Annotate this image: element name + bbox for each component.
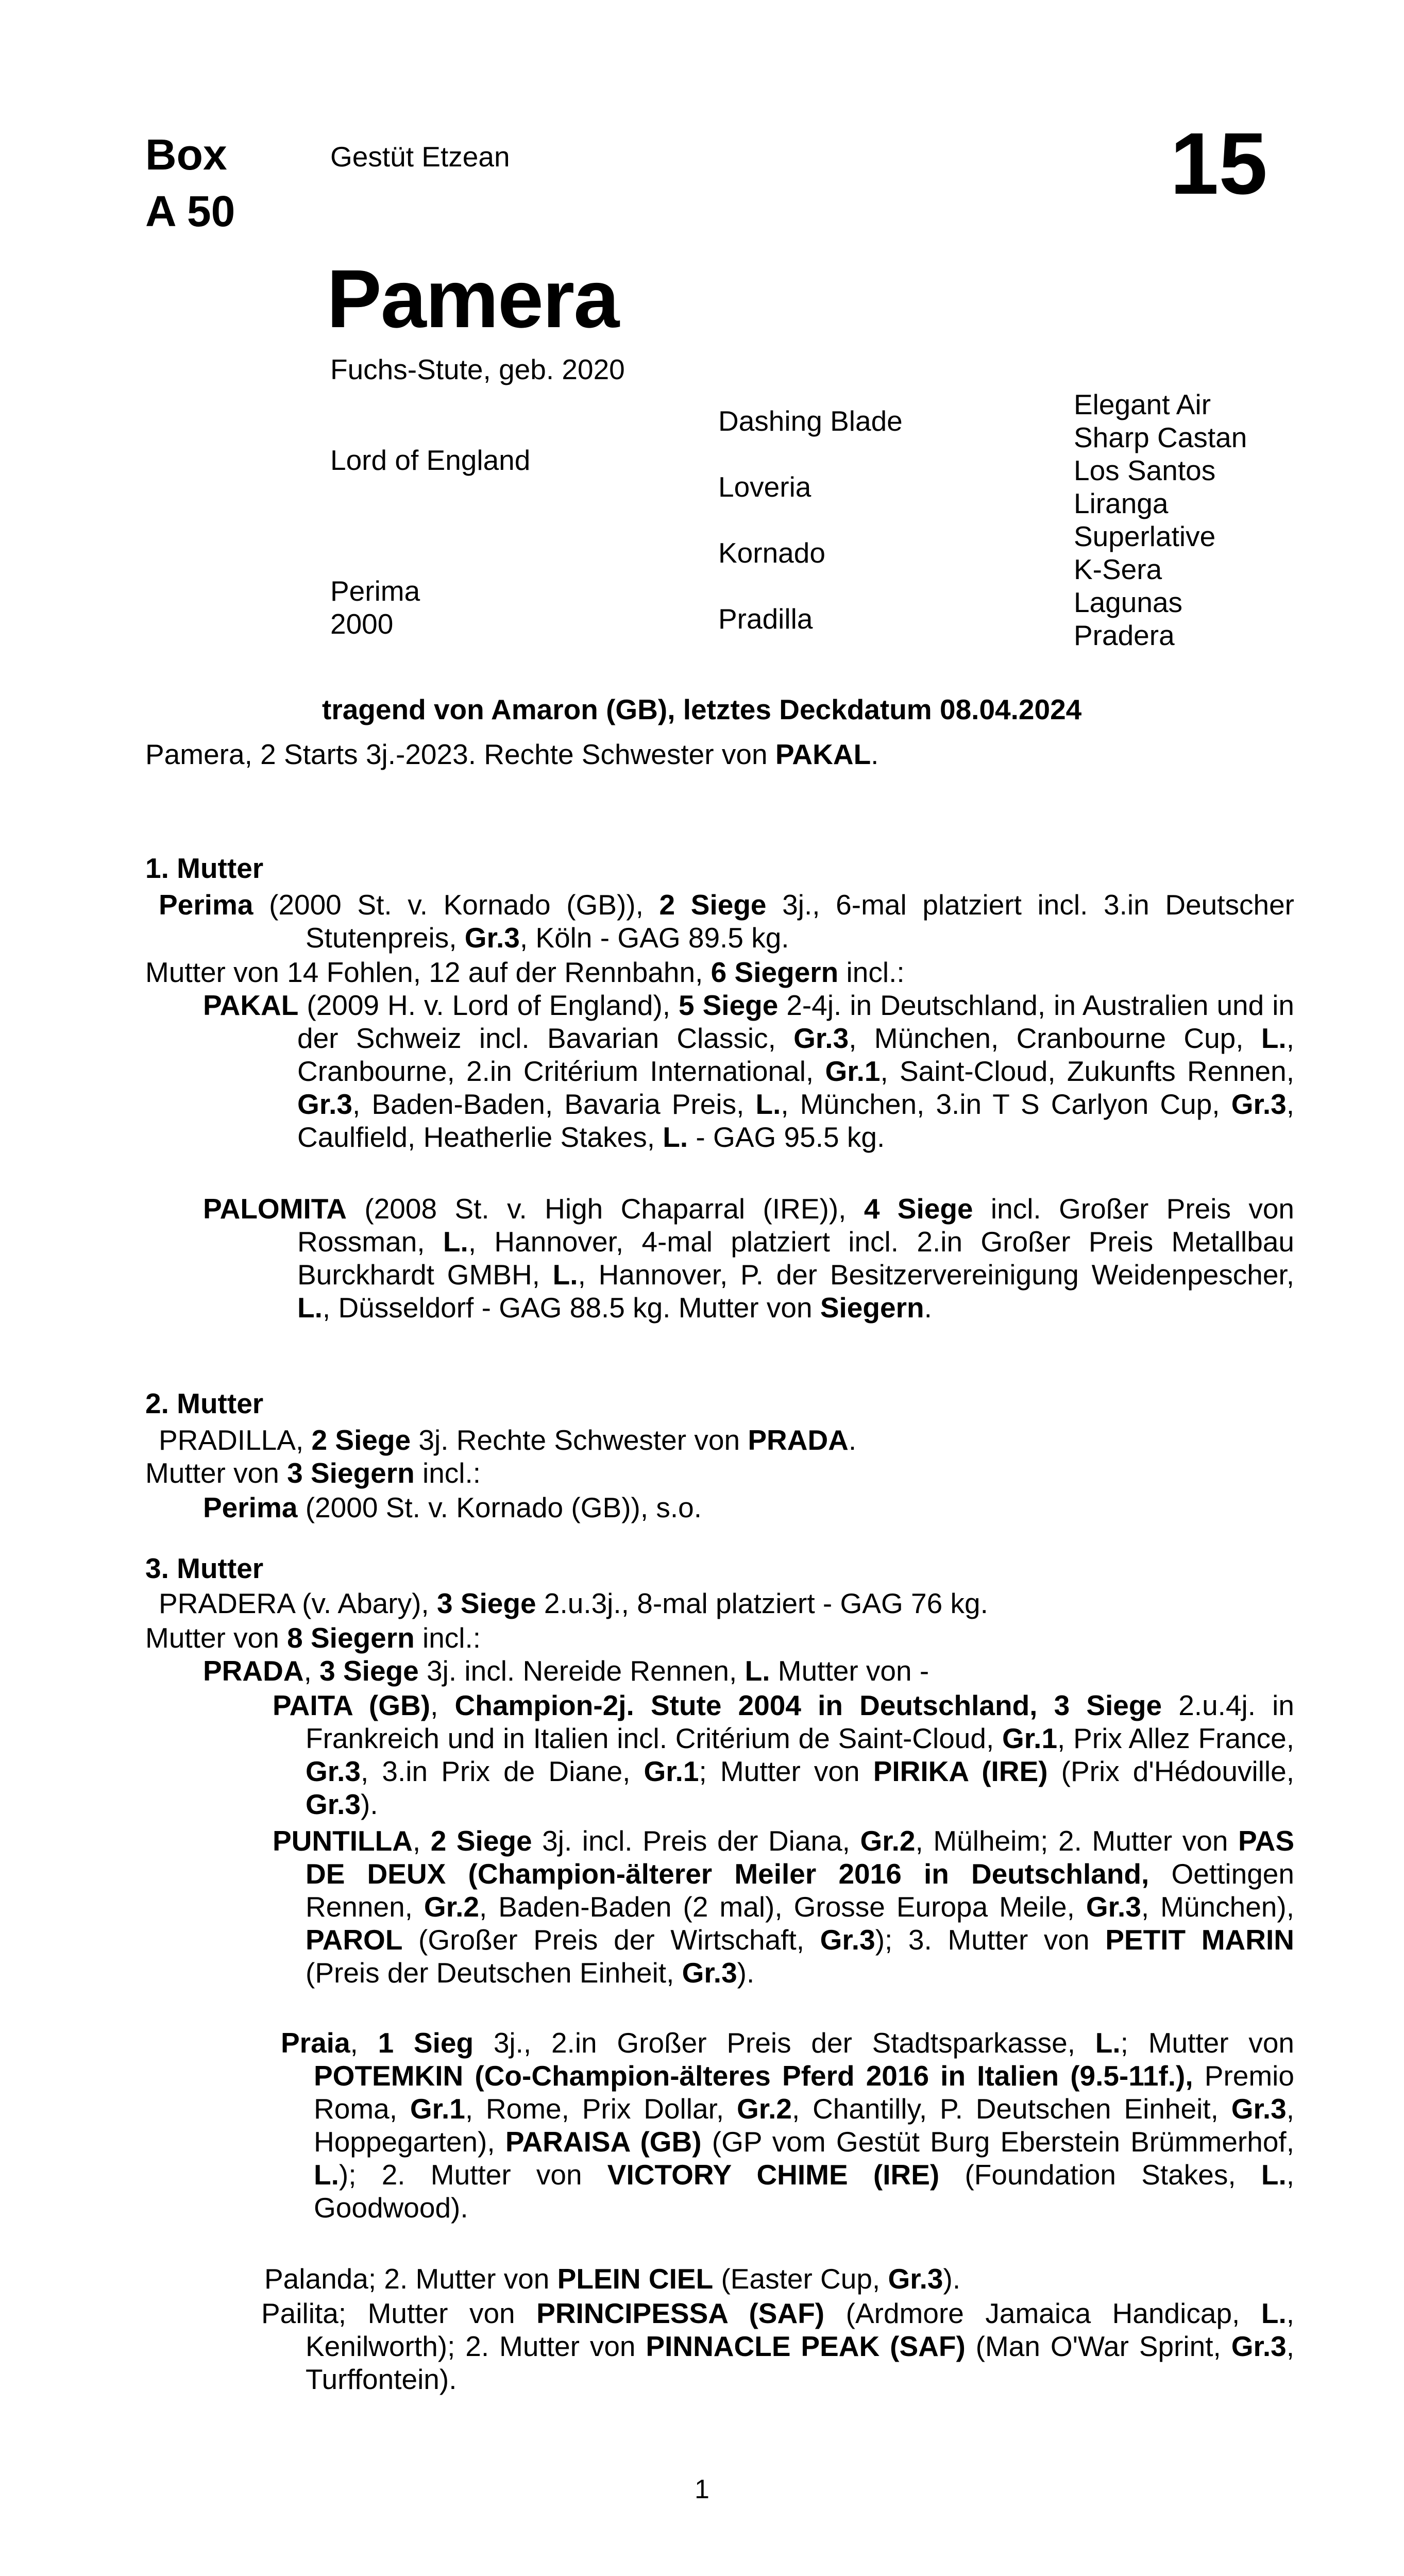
horse-name-title: Pamera (327, 252, 619, 345)
pailita-entry: Pailita; Mutter von PRINCIPESSA (SAF) (Ardmore Jamaica Handicap, L., Kenilworth); 2. Mutter von PINNACLE PEAK (SAF) (Man O'War Sprint, Gr.3, Turffontein). (261, 2297, 1295, 2395)
second-dam-line: PRADILLA, 2 Siege 3j. Rechte Schwester von PRADA. (159, 1424, 857, 1456)
horse-description: Fuchs-Stute, geb. 2020 (330, 353, 625, 385)
page-number: 1 (695, 2475, 709, 2504)
pedigree-gen3-ancestor: Los Santos (1074, 454, 1216, 486)
pedigree-gen3-ancestor: Pradera (1074, 619, 1175, 651)
pedigree-dam (330, 531, 718, 640)
first-dam-heading: 1. Mutter (145, 852, 264, 884)
pedigree-gen2-dam-of-sire: Loveria (718, 471, 811, 503)
pedigree-gen3-ancestor: Lagunas (1074, 586, 1183, 618)
puntilla-entry: PUNTILLA, 2 Siege 3j. incl. Preis der Diana, Gr.2, Mülheim; 2. Mutter von PAS DE DEUX (Champion-älterer Meiler 2016 in Deutschland, Oettingen Rennen, Gr.2, Baden-Baden (2 mal), Grosse Europa Meile, Gr.3, München), PAROL (Großer Preis der Wirtschaft, Gr.3); 3. Mutter von PETIT MARIN (Preis der Deutschen Einheit, Gr.3). (273, 1825, 1295, 1989)
covering-status-line: tragend von Amaron (GB), letztes Deckdatum 08.04.2024 (322, 693, 1082, 725)
box-label: Box (145, 130, 227, 179)
pedigree-dam-name: Perima (330, 575, 420, 607)
pedigree-dam-year: 2000 (330, 608, 394, 640)
pedigree-gen3-ancestor: Superlative (1074, 520, 1216, 552)
third-dam-produce: Mutter von 8 Siegern incl.: (145, 1622, 481, 1654)
pedigree-gen2-sire-of-dam: Kornado (718, 537, 825, 569)
second-dam-heading: 2. Mutter (145, 1387, 264, 1419)
pedigree-gen3-ancestor: K-Sera (1074, 553, 1162, 585)
pedigree-gen3-ancestor: Sharp Castan (1074, 421, 1247, 453)
lot-number: 15 (1170, 115, 1267, 213)
third-dam-line: PRADERA (v. Abary), 3 Siege 2.u.3j., 8-mal platziert - GAG 76 kg. (159, 1587, 988, 1619)
perima-so-entry: Perima (2000 St. v. Kornado (GB)), s.o. (203, 1492, 702, 1523)
prada-entry: PRADA, 3 Siege 3j. incl. Nereide Rennen, L. Mutter von - (203, 1655, 929, 1687)
consignor-name: Gestüt Etzean (330, 141, 510, 173)
pakal-entry: PAKAL (2009 H. v. Lord of England), 5 Siege 2-4j. in Deutschland, in Australien und in der Schweiz incl. Bavarian Classic, Gr.3, München, Cranbourne Cup, L., Cranbourne, 2.in Critérium International, Gr.1, Saint-Cloud, Zukunfts Rennen, Gr.3, Baden-Baden, Bavaria Preis, L., München, 3.in T S Carlyon Cup, Gr.3, Caulfield, Heatherlie Stakes, L. - GAG 95.5 kg. (203, 989, 1295, 1153)
palomita-entry: PALOMITA (2008 St. v. High Chaparral (IRE)), 4 Siege incl. Großer Preis von Rossman, L., Hannover, 4-mal platziert incl. 2.in Großer Preis Metallbau Burckhardt GMBH, L., Hannover, P. der Besitzervereinigung Weidenpescher, L., Düsseldorf - GAG 88.5 kg. Mutter von Siegern. (203, 1193, 1294, 1324)
paita-entry: PAITA (GB), Champion-2j. Stute 2004 in Deutschland, 3 Siege 2.u.4j. in Frankreich und in Italien incl. Critérium de Saint-Cloud, Gr.1, Prix Allez France, Gr.3, 3.in Prix de Diane, Gr.1; Mutter von PIRIKA (IRE) (Prix d'Hédouville, Gr.3). (273, 1689, 1294, 1820)
pedigree-gen2-sire-of-sire: Dashing Blade (718, 405, 903, 437)
praia-entry: Praia, 1 Sieg 3j., 2.in Großer Preis der Stadtsparkasse, L.; Mutter von POTEMKIN (Co-Champion-älteres Pferd 2016 in Italien (9.5-11f.), Premio Roma, Gr.1, Rome, Prix Dollar, Gr.2, Chantilly, P. Deutschen Einheit, Gr.3, Hoppegarten), PARAISA (GB) (GP vom Gestüt Burg Eberstein Brümmerhof, L.); 2. Mutter von VICTORY CHIME (IRE) (Foundation Stakes, L., Goodwood). (281, 2027, 1295, 2224)
pedigree-table (330, 388, 1311, 652)
box-number: A 50 (145, 187, 235, 235)
pedigree-gen2-dam-of-dam: Pradilla (718, 603, 813, 635)
first-dam-line: Perima (2000 St. v. Kornado (GB)), 2 Siege 3j., 6-mal platziert incl. 3.in Deutscher Stutenpreis, Gr.3, Köln - GAG 89.5 kg. (159, 889, 1294, 954)
third-dam-heading: 3. Mutter (145, 1552, 264, 1584)
pedigree-gen3-ancestor: Liranga (1074, 487, 1169, 519)
race-record-line: Pamera, 2 Starts 3j.-2023. Rechte Schwester von PAKAL. (145, 738, 879, 770)
pedigree-gen3-ancestor: Elegant Air (1074, 388, 1211, 420)
first-dam-produce: Mutter von 14 Fohlen, 12 auf der Rennbahn, 6 Siegern incl.: (145, 956, 905, 988)
second-dam-produce: Mutter von 3 Siegern incl.: (145, 1457, 481, 1489)
pedigree-sire: Lord of England (330, 444, 531, 476)
palanda-entry: Palanda; 2. Mutter von PLEIN CIEL (Easter Cup, Gr.3). (264, 2263, 961, 2295)
